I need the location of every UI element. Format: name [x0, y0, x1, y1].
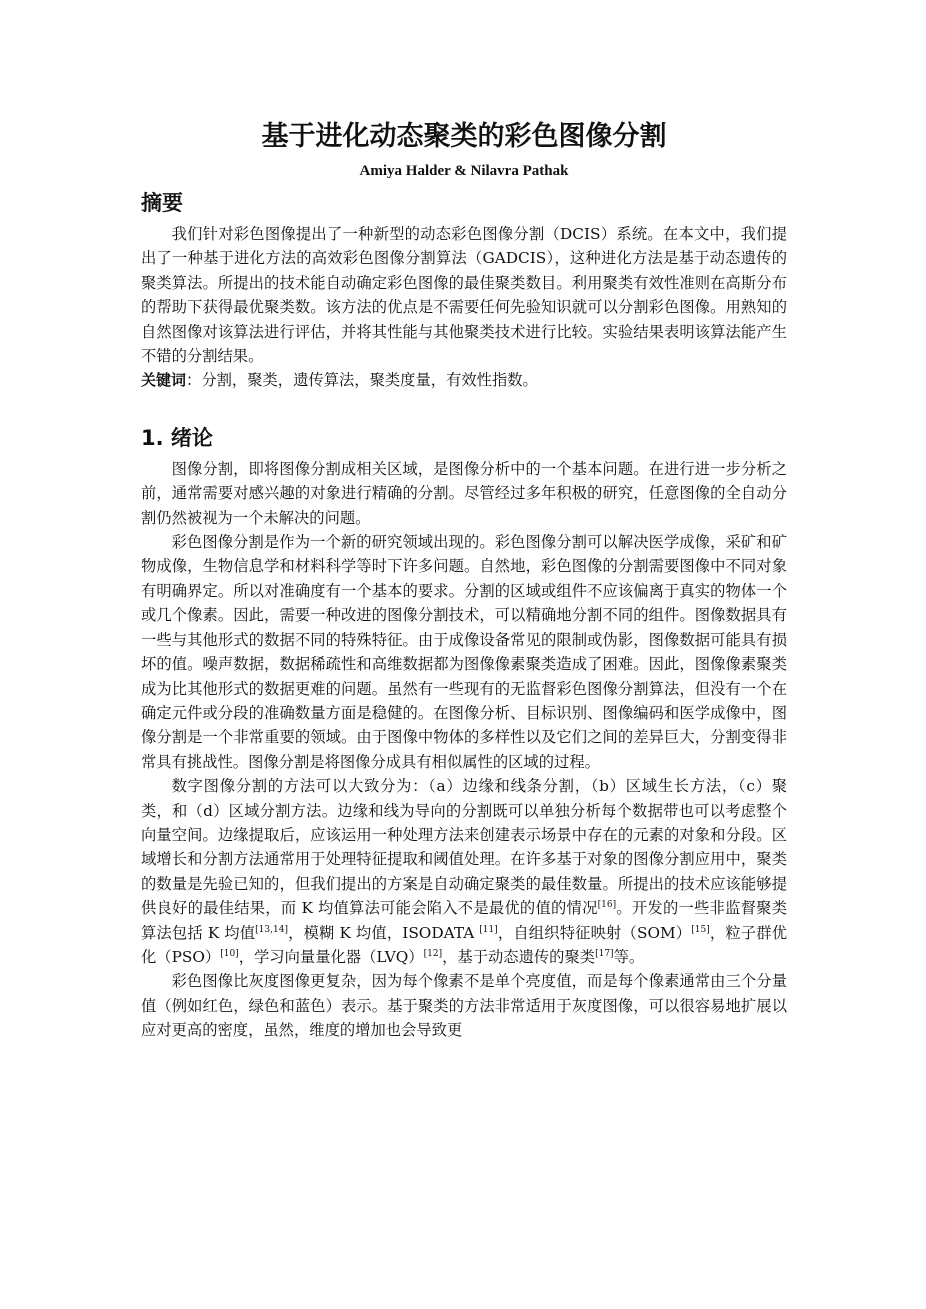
- citation-15: [15]: [691, 924, 710, 935]
- paragraph-3-text-c: ，模糊 K 均值，ISODATA: [287, 923, 480, 942]
- citation-17: [17]: [595, 948, 614, 959]
- keywords-label: 关键词: [141, 371, 187, 390]
- section-1-paragraph-4: 彩色图像比灰度图像更复杂，因为每个像素不是单个亮度值，而是每个像素通常由三个分量值（例如红色，绿色和蓝色）表示。基于聚类的方法非常适用于灰度图像，可以很容易地扩展以应对更高的密度，虽然，维度的增加也会导致更: [141, 972, 787, 1040]
- paragraph-3-text-b: 。开发的一些非监督聚类算法包括 K 均值: [141, 899, 787, 942]
- paragraph-3-text-d: ，自组织特征映射（SOM）: [497, 923, 692, 942]
- section-1-paragraph-3: [141, 774, 787, 969]
- abstract-paragraph: 我们针对彩色图像提出了一种新型的动态彩色图像分割（DCIS）系统。在本文中，我们提出了一种基于进化方法的高效彩色图像分割算法（GADCIS），这种进化方法是基于动态遗传的聚类算法。所提出的技术能自动确定彩色图像的最佳聚类数目。利用聚类有效性准则在高斯分布的帮助下获得最优聚类数。该方法的优点是不需要任何先验知识就可以分割彩色图像。用熟知的自然图像对该算法进行评估，并将其性能与其他聚类技术进行比较。实验结果表明该算法能产生不错的分割结果。: [141, 225, 787, 366]
- keywords-text: ：分割，聚类，遗传算法，聚类度量，有效性指数。: [186, 371, 538, 390]
- paper-authors: Amiya Halder & Nilavra Pathak: [359, 163, 569, 179]
- citation-10: [10]: [220, 948, 239, 959]
- abstract-heading: 摘要: [141, 191, 183, 215]
- citation-11: [11]: [479, 924, 498, 935]
- section-1-paragraph-2: 彩色图像分割是作为一个新的研究领域出现的。彩色图像分割可以解决医学成像，采矿和矿物成像，生物信息学和材料科学等时下许多问题。自然地，彩色图像的分割需要图像中不同对象有明确界定。所以对准确度有一个基本的要求。分割的区域或组件不应该偏离于真实的物体一个或几个像素。因此，需要一种改进的图像分割技术，可以精确地分割不同的组件。图像数据具有一些与其他形式的数据不同的特殊特征。由于成像设备常见的限制或伪影，图像数据可能具有损坏的值。噪声数据，数据稀疏性和高维数据都为图像像素聚类造成了困难。因此，图像像素聚类成为比其他形式的数据更难的问题。虽然有一些现有的无监督彩色图像分割算法，但没有一个在确定元件或分段的准确数量方面是稳健的。在图像分析、目标识别、图像编码和医学成像中，图像分割是一个非常重要的领域。由于图像中物体的多样性以及它们之间的差异巨大，分割变得非常具有挑战性。图像分割是将图像分成具有相似属性的区域的过程。: [141, 533, 787, 771]
- citation-13-14: [13,14]: [255, 924, 288, 935]
- citation-16: [16]: [597, 900, 617, 911]
- section-1-heading: 1. 绪论: [141, 425, 213, 450]
- paragraph-3-text-e: ，粒子群优化（PSO）: [141, 923, 788, 966]
- paper-title: 基于进化动态聚类的彩色图像分割: [261, 121, 667, 152]
- section-1-paragraph-1: 图像分割，即将图像分割成相关区域，是图像分析中的一个基本问题。在进行进一步分析之前，通常需要对感兴趣的对象进行精确的分割。尽管经过多年积极的研究，任意图像的全自动分割仍然被视为一个未解决的问题。: [141, 459, 787, 527]
- paragraph-3-text-h: 等。: [613, 947, 645, 966]
- keywords-line: [141, 368, 787, 392]
- paragraph-3-text-f: ，学习向量量化器（LVQ）: [238, 947, 424, 966]
- citation-12: [12]: [423, 948, 443, 959]
- paper-content: [141, 118, 787, 1043]
- paragraph-3-text-a: 数字图像分割的方法可以大致分为：（a）边缘和线条分割，（b）区域生长方法，（c）聚类，和（d）区域分割方法。边缘和线为导向的分割既可以单独分析每个数据带也可以考虑整个向量空间。边缘提取后，应该运用一种处理方法来创建表示场景中存在的元素的对象和分段。区域增长和分割方法通常用于处理特征提取和阈值处理。在许多基于对象的图像分割应用中，聚类的数量是先验已知的，但我们提出的方案是自动确定聚类的最佳数量。所提出的技术应该能够提供良好的最佳结果，而 K 均值算法可能会陷入不是最优的值的情况: [141, 777, 787, 918]
- paragraph-3-text-g: ，基于动态遗传的聚类: [442, 947, 596, 966]
